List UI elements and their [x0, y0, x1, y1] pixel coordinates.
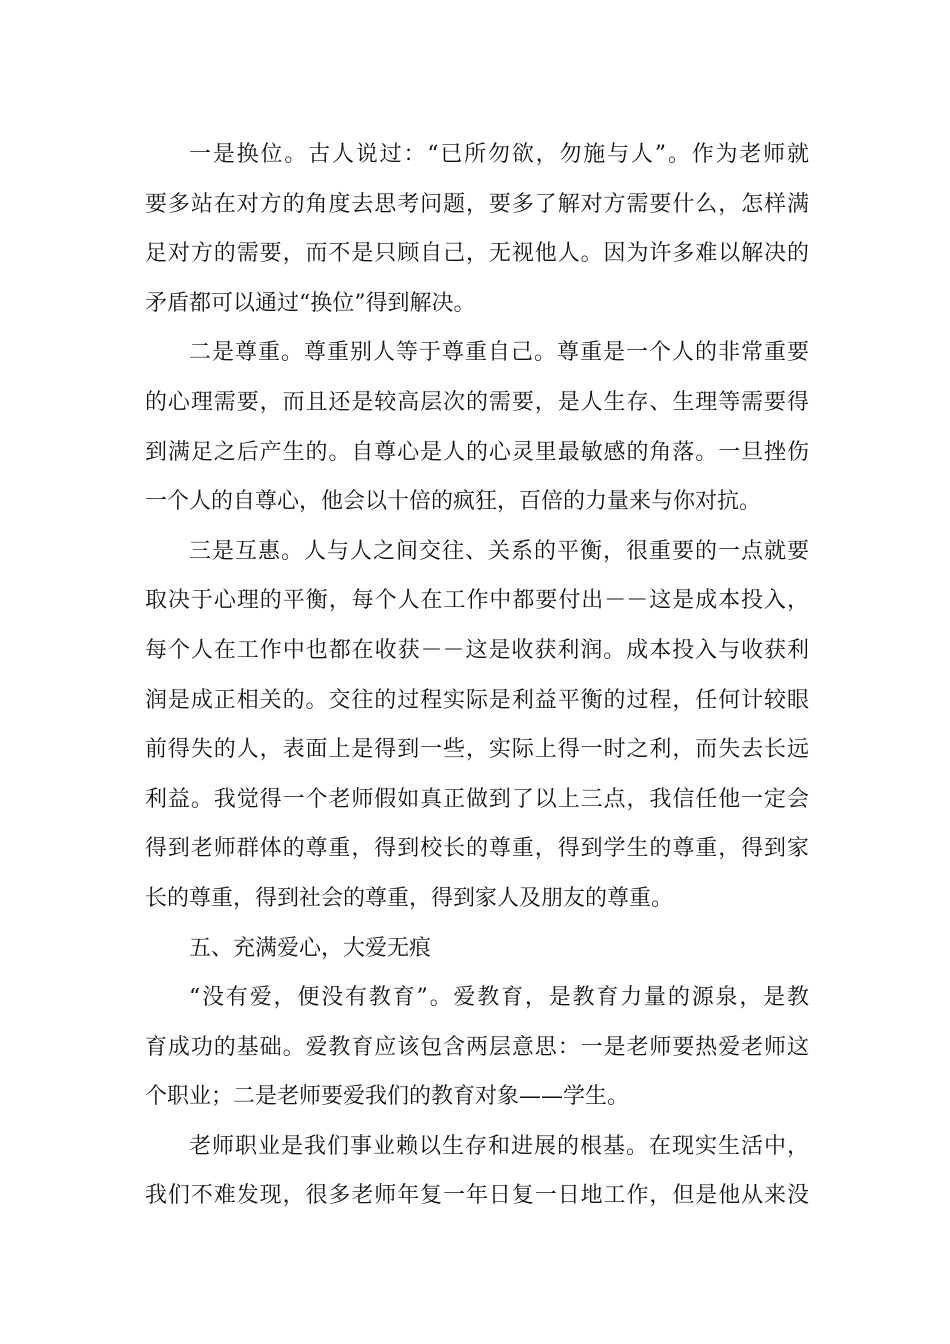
document-body: [145, 130, 809, 1221]
text-line: 二是尊重。尊重别人等于尊重自己。尊重是一个人的非常重要: [189, 340, 809, 366]
text-line: “没有爱，便没有教育”。爱教育，是教育力量的源泉，是教: [189, 985, 809, 1011]
text-line: 足对方的需要，而不是只顾自己，无视他人。因为许多难以解决的: [145, 241, 809, 267]
text-line: 三是互惠。人与人之间交往、关系的平衡，很重要的一点就要: [189, 538, 809, 564]
text-line: 润是成正相关的。交往的过程实际是利益平衡的过程，任何计较眼: [145, 687, 809, 713]
text-line: 个职业；二是老师要爱我们的教育对象——学生。: [145, 1084, 630, 1110]
text-line: 利益。我觉得一个老师假如真正做到了以上三点，我信任他一定会: [145, 786, 809, 812]
text-line: 的心理需要，而且还是较高层次的需要，是人生存、生理等需要得: [145, 389, 809, 415]
text-line: 长的尊重，得到社会的尊重，得到家人及朋友的尊重。: [145, 885, 674, 911]
text-line: 到满足之后产生的。自尊心是人的心灵里最敏感的角落。一旦挫伤: [145, 439, 809, 465]
text-line: 五、充满爱心，大爱无痕: [189, 935, 432, 961]
text-line: 老师职业是我们事业赖以生存和进展的根基。在现实生活中，: [189, 1133, 809, 1159]
text-line: 一个人的自尊心，他会以十倍的疯狂，百倍的力量来与你对抗。: [145, 489, 762, 515]
text-line: 育成功的基础。爱教育应该包含两层意思：一是老师要热爱老师这: [145, 1034, 809, 1060]
text-line: 每个人在工作中也都在收获－－这是收获利润。成本投入与收获利: [145, 637, 809, 663]
text-line: 矛盾都可以通过“换位”得到解决。: [145, 290, 476, 316]
text-line: 要多站在对方的角度去思考问题，要多了解对方需要什么，怎样满: [145, 191, 809, 217]
text-line: 我们不难发现，很多老师年复一年日复一日地工作，但是他从来没: [145, 1183, 809, 1209]
text-line: 得到老师群体的尊重，得到校长的尊重，得到学生的尊重，得到家: [145, 836, 809, 862]
text-line: 前得失的人，表面上是得到一些，实际上得一时之利，而失去长远: [145, 737, 809, 763]
text-line: 取决于心理的平衡，每个人在工作中都要付出－－这是成本投入，: [145, 588, 809, 614]
text-line: 一是换位。古人说过：“已所勿欲，勿施与人”。作为老师就: [189, 142, 809, 167]
